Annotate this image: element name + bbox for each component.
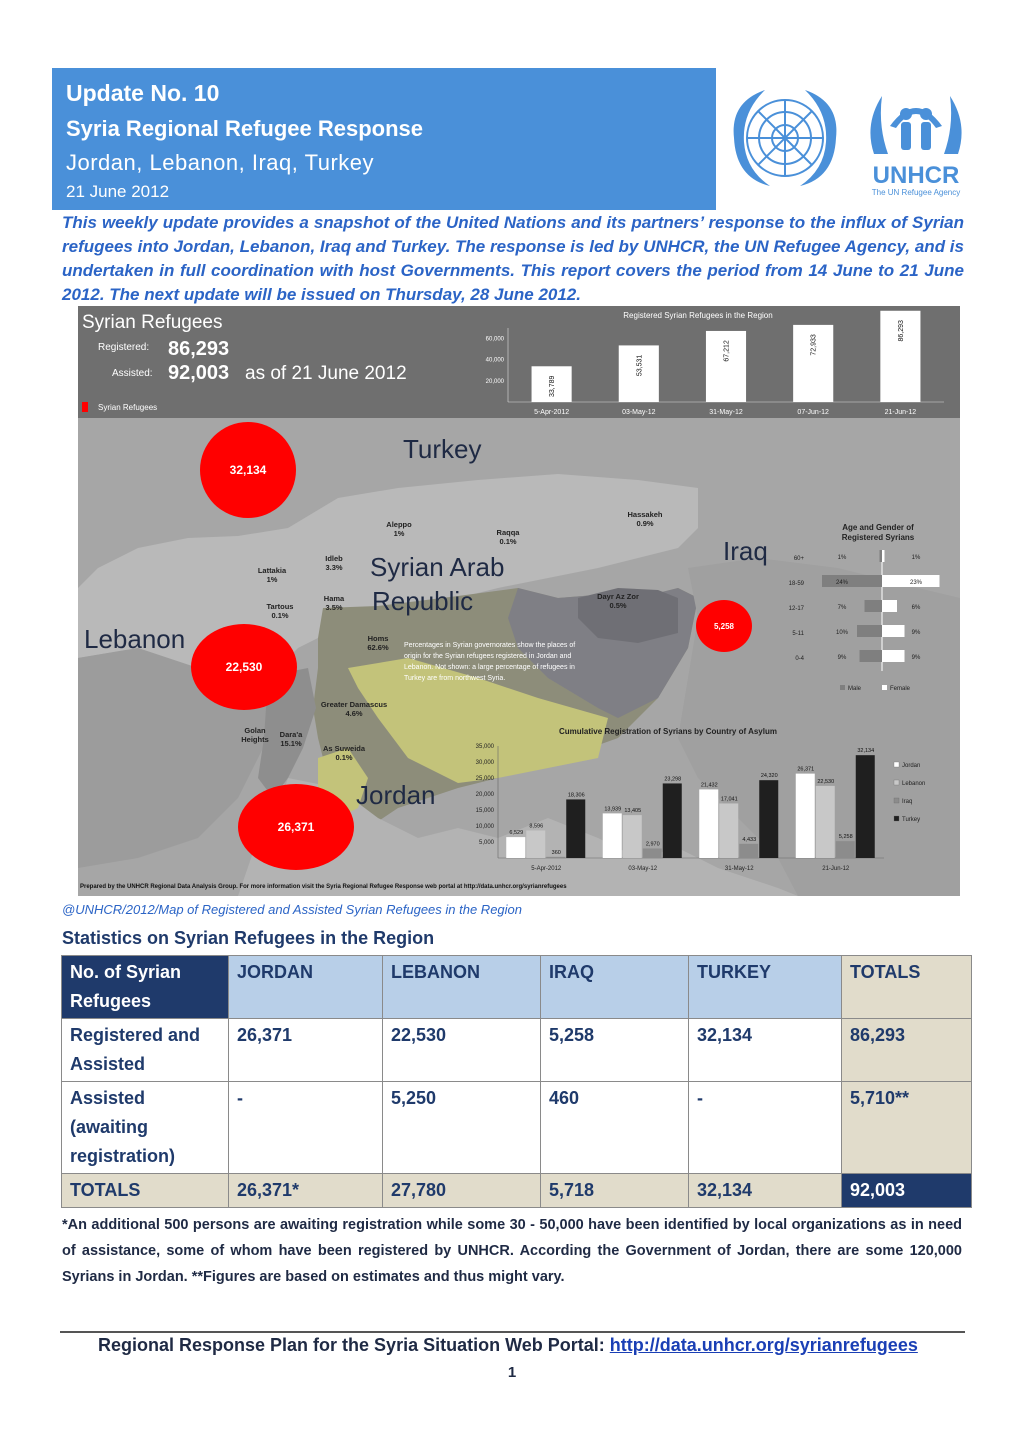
registered-value: 86,293 (168, 338, 230, 360)
x-tick-label: 5-Apr-2012 (531, 866, 562, 872)
unhcr-tagline: The UN Refugee Agency (871, 188, 961, 197)
female-label: 6% (911, 605, 921, 611)
data-label: 53,531 (636, 354, 644, 377)
legend-jordan: Jordan (902, 763, 921, 769)
gov-dayr-az-zor: Dayr Az Zor 0.5% (597, 592, 639, 610)
footnote: *An additional 500 persons are awaiting registration while some 30 - 50,000 have been identified by local organizations as in need of assistance, some of whom have been registered by UNHCR. According the Government of Jordan, there are some 120,000 Syrians in Jordan. **Figures are based on estimates and thus might vary. (62, 1217, 962, 1285)
data-label: 24,320 (760, 773, 778, 780)
legend-male: Male (848, 686, 862, 692)
refugee-map-panel (78, 306, 960, 896)
table-cell: 460 (541, 1082, 689, 1174)
y-tick-label: 35,000 (475, 744, 494, 750)
table-header-cell: IRAQ (541, 956, 689, 1019)
data-label: 86,293 (897, 320, 905, 342)
y-tick-label: 25,000 (475, 776, 494, 782)
female-bar (882, 625, 905, 637)
data-label: 21,432 (700, 782, 718, 789)
table-cell: 26,371* (229, 1174, 383, 1208)
report-countries: Jordan, Lebanon, Iraq, Turkey (66, 150, 375, 175)
data-label: 2,970 (645, 841, 660, 848)
male-bar (822, 575, 882, 587)
footer-divider (60, 1331, 965, 1333)
female-bar (882, 600, 897, 612)
bar-lebanon (816, 786, 835, 858)
x-tick-label: 5-Apr-2012 (534, 409, 570, 416)
data-label: 72,933 (810, 334, 818, 356)
table-header-cell: JORDAN (229, 956, 383, 1019)
male-label: 1% (837, 555, 847, 561)
male-bar (865, 600, 883, 612)
gov-idleb: Idleb 3.3% (325, 554, 343, 572)
gov-raqqa: Raqqa 0.1% (496, 528, 520, 546)
bar-lebanon (623, 815, 642, 858)
table-header-cell: TURKEY (689, 956, 842, 1019)
data-label: 22,530 (817, 778, 835, 785)
female-label: 9% (911, 630, 921, 636)
bar-jordan (506, 837, 525, 858)
table-row (62, 1082, 972, 1174)
as-of-date: as of 21 June 2012 (245, 363, 407, 384)
y-tick-label: 30,000 (475, 760, 494, 766)
page-number: 1 (507, 1364, 517, 1381)
table-cell: Assisted (awaiting registration) (62, 1082, 229, 1174)
label-turkey: Turkey (403, 434, 482, 464)
female-label: 23% (909, 580, 923, 586)
table-row (62, 1019, 972, 1082)
male-bar (860, 650, 883, 662)
table-header-cell: TOTALS (842, 956, 972, 1019)
portal-link[interactable]: http://data.unhcr.org/syrianrefugees (609, 1335, 918, 1355)
label-republic: Republic (372, 586, 474, 616)
gov-daraa: Dara'a 15.1% (279, 730, 303, 748)
stats-title: Statistics on Syrian Refugees in the Region (62, 928, 435, 948)
y-tick-label: 15,000 (475, 808, 494, 814)
gov-tartous: Tartous 0.1% (266, 602, 294, 620)
y-tick-label: 40,000 (485, 357, 504, 364)
header-banner (52, 68, 716, 210)
data-label: 26,371 (797, 766, 815, 773)
x-tick-label: 21-Jun-12 (884, 409, 917, 416)
data-label: 5,258 (838, 834, 853, 841)
bar-iraq (739, 844, 758, 858)
bar-jordan (796, 774, 815, 858)
table-cell: 92,003 (842, 1174, 972, 1208)
legend-turkey: Turkey (902, 817, 921, 823)
age-group-label: 60+ (793, 556, 804, 562)
table-cell: 5,250 (383, 1082, 541, 1174)
bar-turkey (663, 783, 682, 858)
data-label: 33,789 (549, 375, 557, 397)
report-date: 21 June 2012 (66, 182, 170, 201)
x-tick-label: 03-May-12 (622, 409, 656, 416)
age-group-label: 18-59 (788, 581, 804, 587)
lebanon-refugee-circle: 22,530 (191, 624, 297, 710)
gov-hama: Hama 3.5% (323, 594, 345, 612)
map-caption: @UNHCR/2012/Map of Registered and Assisted Syrian Refugees in the Region (62, 902, 523, 917)
table-cell: 26,371 (229, 1019, 383, 1082)
table-cell: 86,293 (842, 1019, 972, 1082)
data-label: 67,212 (723, 340, 731, 362)
gov-hassakeh: Hassakeh 0.9% (627, 510, 663, 528)
bar-jordan (603, 813, 622, 858)
x-tick-label: 31-May-12 (724, 866, 754, 872)
bar-turkey (856, 755, 875, 858)
legend-female-swatch (882, 685, 887, 690)
x-tick-label: 31-May-12 (709, 409, 743, 416)
intro-paragraph: This weekly update provides a snapshot of the United Nations and its partners’ response to the influx of Syrian refugees into Jordan, Lebanon, Iraq and Turkey. The response is led by UNHCR, the UN Refugee Agency, and is undertaken in full coordination with host Governments. This report covers the period from 14 June to 21 June 2012. The next update will be issued on Thursday, 28 June 2012. (62, 213, 964, 304)
chart-title: Registered Syrian Refugees in the Region (623, 311, 773, 320)
report-title: Syria Regional Refugee Response (66, 116, 423, 141)
gov-as-suweida: As Suweida 0.1% (322, 744, 366, 762)
label-jordan: Jordan (356, 780, 436, 810)
bar-turkey (566, 799, 585, 858)
male-label: 24% (835, 580, 849, 586)
age-gender-chart (770, 522, 960, 712)
table-cell: TOTALS (62, 1174, 229, 1208)
gov-golan-heights: Golan Heights (241, 726, 269, 744)
female-bar (882, 650, 905, 662)
table-cell: 5,710** (842, 1082, 972, 1174)
table-header-cell: No. of Syrian Refugees (62, 956, 229, 1019)
data-label: 6,529 (509, 830, 524, 837)
chart-title: Cumulative Registration of Syrians by Country of Asylum (559, 727, 777, 736)
bar-lebanon (719, 803, 738, 858)
portal-label: Regional Response Plan for the Syria Situation Web Portal: (98, 1335, 605, 1355)
age-group-label: 12-17 (788, 606, 804, 612)
table-header-cell: LEBANON (383, 956, 541, 1019)
assisted-label: Assisted: (112, 368, 153, 379)
label-syrian-arab: Syrian Arab (370, 552, 505, 582)
data-label: 4,433 (742, 836, 757, 843)
footer-portal (98, 1335, 918, 1356)
cumulative-registration-chart (454, 722, 960, 878)
table-cell: 5,718 (541, 1174, 689, 1208)
male-label: 10% (835, 630, 849, 636)
x-tick-label: 21-Jun-12 (822, 866, 850, 872)
turkey-refugee-circle: 32,134 (200, 422, 296, 518)
label-lebanon: Lebanon (84, 624, 186, 654)
legend-female: Female (890, 686, 911, 692)
bar-iraq (643, 848, 662, 858)
stats-table (61, 955, 972, 1208)
x-tick-label: 03-May-12 (628, 866, 658, 872)
y-tick-label: 10,000 (475, 824, 494, 830)
table-cell: 5,258 (541, 1019, 689, 1082)
iraq-refugee-circle: 5,258 (696, 600, 752, 652)
bar-lebanon (526, 830, 545, 858)
legend-lebanon: Lebanon (902, 781, 926, 787)
table-cell: - (229, 1082, 383, 1174)
chart-title: Age and Gender of (842, 523, 914, 532)
y-tick-label: 5,000 (478, 840, 494, 846)
female-label: 1% (911, 555, 921, 561)
legend-swatch (894, 780, 899, 785)
gov-homs: Homs 62.6% (367, 634, 389, 652)
map-origin-note: Percentages in Syrian governorates show the places of origin for the Syrian refugees registered in Jordan and Lebanon. Not shown: a large percentage of refugees in Turkey are from northwest Syria. (404, 642, 576, 682)
legend-swatch (894, 762, 899, 767)
table-cell: Registered and Assisted (62, 1019, 229, 1082)
unhcr-logo (860, 84, 972, 202)
table-cell: - (689, 1082, 842, 1174)
y-tick-label: 20,000 (485, 378, 504, 385)
y-tick-label: 60,000 (485, 336, 504, 343)
un-emblem-logo (720, 82, 850, 198)
data-label: 360 (551, 849, 561, 856)
bar-iraq (836, 841, 855, 858)
legend-syrian-refugees: Syrian Refugees (98, 403, 158, 412)
legend-iraq: Iraq (902, 799, 913, 805)
data-label: 13,405 (624, 808, 642, 815)
gov-lattakia: Lattakia 1% (257, 566, 287, 584)
bar-turkey (759, 780, 778, 858)
data-label: 23,298 (664, 776, 682, 783)
y-tick-label: 20,000 (475, 792, 494, 798)
table-cell: 22,530 (383, 1019, 541, 1082)
jordan-refugee-circle: 26,371 (238, 784, 354, 870)
bar-iraq (546, 857, 565, 858)
legend-male-swatch (840, 685, 845, 690)
age-group-label: 5-11 (792, 631, 804, 637)
gov-aleppo: Aleppo 1% (386, 520, 412, 538)
gov-greater-damascus: Greater Damascus 4.6% (320, 700, 388, 718)
male-bar (857, 625, 882, 637)
legend-swatch (894, 816, 899, 821)
legend-swatch (894, 798, 899, 803)
unhcr-hands-icon (860, 84, 972, 170)
data-label: 18,306 (567, 792, 585, 799)
assisted-value: 92,003 (168, 362, 230, 384)
male-bar (880, 550, 883, 562)
legend-swatch-red (82, 402, 88, 412)
update-number: Update No. 10 (66, 80, 220, 106)
male-label: 9% (837, 655, 847, 661)
map-title: Syrian Refugees (82, 312, 223, 333)
data-label: 32,134 (857, 748, 875, 755)
age-group-label: 0-4 (795, 656, 804, 662)
bar-jordan (699, 789, 718, 858)
table-cell: 27,780 (383, 1174, 541, 1208)
table-totals-row (62, 1174, 972, 1208)
male-label: 7% (837, 605, 847, 611)
registered-refugees-chart (448, 310, 948, 418)
table-header-row (62, 956, 972, 1019)
chart-title: Registered Syrians (841, 533, 915, 542)
data-label: 13,939 (604, 806, 622, 813)
female-bar (882, 550, 885, 562)
female-label: 9% (911, 655, 921, 661)
label-iraq: Iraq (723, 536, 768, 566)
map-credit: Prepared by the UNHCR Regional Data Analysis Group. For more information visit the Syria Regional Refugee Response web portal at http://data.unhcr.org/syrianrefugees (80, 884, 567, 890)
x-tick-label: 07-Jun-12 (797, 409, 829, 416)
registered-label: Registered: (98, 342, 150, 353)
data-label: 17,041 (720, 796, 738, 803)
data-label: 8,596 (529, 823, 544, 830)
table-cell: 32,134 (689, 1019, 842, 1082)
unhcr-wordmark: UNHCR (872, 162, 960, 189)
table-cell: 32,134 (689, 1174, 842, 1208)
